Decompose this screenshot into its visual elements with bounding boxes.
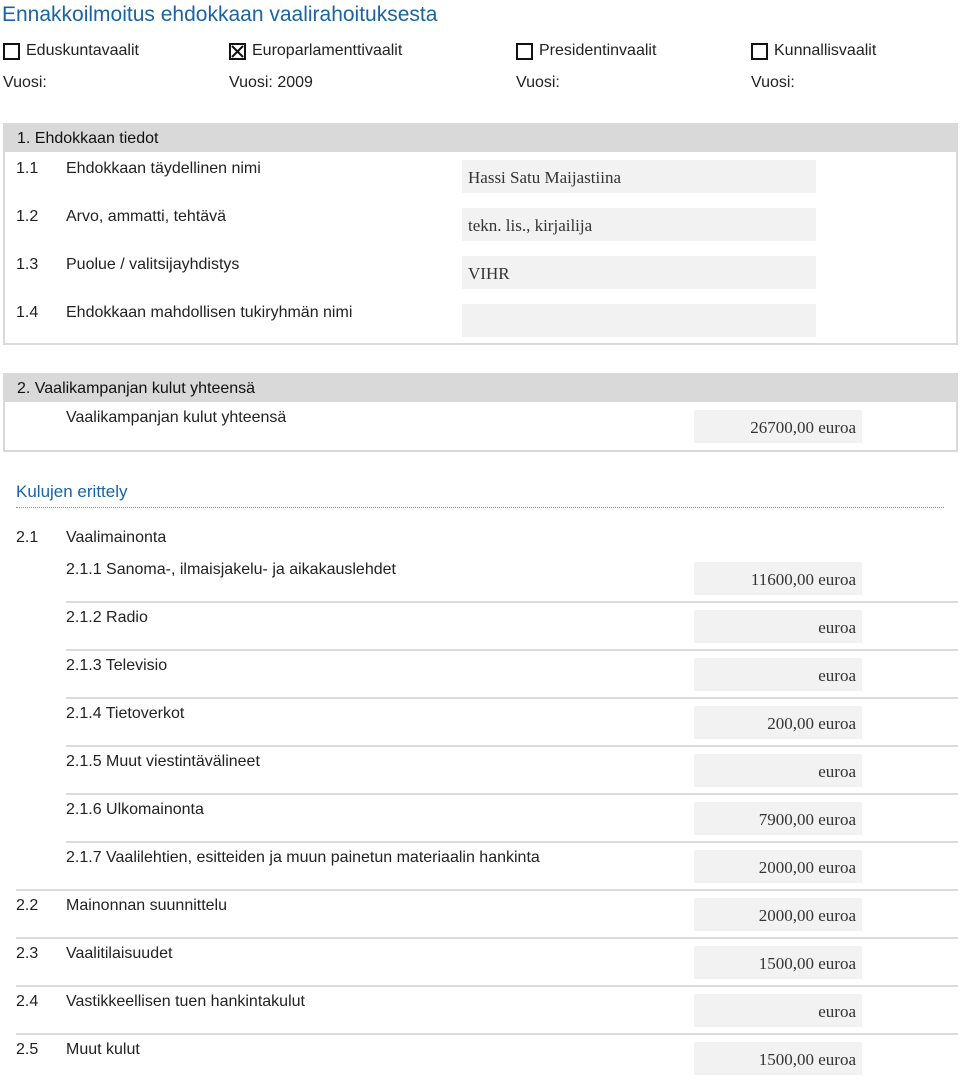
cost-printed-material-field[interactable]: 2000,00 euroa xyxy=(694,850,862,883)
row-divider xyxy=(66,697,958,699)
row-number: 2.2 xyxy=(16,897,39,914)
row-divider xyxy=(66,601,958,603)
field-label: Vaalikampanjan kulut yhteensä xyxy=(66,409,287,426)
checkbox-empty-icon xyxy=(751,43,768,60)
field-label: 2.1.4 Tietoverkot xyxy=(66,705,185,722)
cost-other-media-field[interactable]: euroa xyxy=(694,754,862,787)
field-label: 2.1.1 Sanoma-, ilmaisjakelu- ja aikakauslehdet xyxy=(66,561,396,578)
checkbox-presidentinvaalit[interactable] xyxy=(516,42,656,60)
section-heading: 2. Vaalikampanjan kulut yhteensä xyxy=(17,380,256,397)
section-header xyxy=(5,125,956,152)
page-title: Ennakkoilmoitus ehdokkaan vaalirahoituksesta xyxy=(2,3,438,26)
checkbox-empty-icon xyxy=(516,43,533,60)
field-label: 2.1.5 Muut viestintävälineet xyxy=(66,753,260,770)
row-divider xyxy=(16,937,958,939)
dotted-divider xyxy=(16,507,944,508)
field-label: 2.1.3 Televisio xyxy=(66,657,168,674)
year-kunnallisvaalit: Vuosi: xyxy=(751,74,795,91)
row-number: 2.5 xyxy=(16,1041,39,1058)
row-divider xyxy=(66,841,958,843)
cost-support-acquisition-field[interactable]: euroa xyxy=(694,994,862,1027)
year-presidentinvaalit: Vuosi: xyxy=(516,74,560,91)
field-label: Vastikkeellisen tuen hankintakulut xyxy=(66,993,305,1010)
section-heading: 1. Ehdokkaan tiedot xyxy=(17,130,159,147)
year-eduskuntavaalit: Vuosi: xyxy=(3,74,47,91)
checkbox-europarlamenttivaalit[interactable] xyxy=(229,42,402,60)
checkbox-checked-icon xyxy=(229,43,246,60)
row-divider xyxy=(16,1033,958,1035)
candidate-name-field[interactable]: Hassi Satu Maijastiina xyxy=(462,160,816,193)
field-label: Muut kulut xyxy=(66,1041,140,1058)
checkbox-label: Kunnallisvaalit xyxy=(774,42,877,59)
cost-outdoor-field[interactable]: 7900,00 euroa xyxy=(694,802,862,835)
party-field[interactable]: VIHR xyxy=(462,256,816,289)
row-number: 1.1 xyxy=(16,160,39,177)
row-number: 2.3 xyxy=(16,945,39,962)
row-divider xyxy=(66,793,958,795)
field-label: Ehdokkaan täydellinen nimi xyxy=(66,160,261,177)
row-number: 2.4 xyxy=(16,993,39,1010)
row-divider xyxy=(66,745,958,747)
checkbox-eduskuntavaalit[interactable] xyxy=(3,42,139,60)
row-divider xyxy=(66,649,958,651)
row-number: 2.1 xyxy=(16,529,39,546)
row-divider xyxy=(16,889,958,891)
cost-other-field[interactable]: 1500,00 euroa xyxy=(694,1042,862,1075)
row-divider xyxy=(16,985,958,987)
cost-television-field[interactable]: euroa xyxy=(694,658,862,691)
checkbox-kunnallisvaalit[interactable] xyxy=(751,42,876,60)
cost-ad-design-field[interactable]: 2000,00 euroa xyxy=(694,898,862,931)
cost-events-field[interactable]: 1500,00 euroa xyxy=(694,946,862,979)
total-costs-field[interactable]: 26700,00 euroa xyxy=(694,410,862,443)
year-europarlamenttivaalit: Vuosi: 2009 xyxy=(229,74,313,91)
checkbox-label: Presidentinvaalit xyxy=(539,42,657,59)
field-label: 2.1.6 Ulkomainonta xyxy=(66,801,204,818)
breakdown-heading: Kulujen erittely xyxy=(16,482,128,501)
row-number: 1.3 xyxy=(16,256,39,273)
cost-newspapers-field[interactable]: 11600,00 euroa xyxy=(694,562,862,595)
row-number: 1.4 xyxy=(16,304,39,321)
row-number: 1.2 xyxy=(16,208,39,225)
field-label: Puolue / valitsijayhdistys xyxy=(66,256,240,273)
cost-internet-field[interactable]: 200,00 euroa xyxy=(694,706,862,739)
field-label: Mainonnan suunnittelu xyxy=(66,897,228,914)
field-label: Vaalimainonta xyxy=(66,529,167,546)
checkbox-label: Eduskuntavaalit xyxy=(26,42,139,59)
occupation-field[interactable]: tekn. lis., kirjailija xyxy=(462,208,816,241)
field-label: 2.1.7 Vaalilehtien, esitteiden ja muun painetun materiaalin hankinta xyxy=(66,849,540,866)
section-header xyxy=(5,375,956,402)
cost-radio-field[interactable]: euroa xyxy=(694,610,862,643)
checkbox-label: Europarlamenttivaalit xyxy=(252,42,403,59)
field-label: Vaalitilaisuudet xyxy=(66,945,173,962)
field-label: Ehdokkaan mahdollisen tukiryhmän nimi xyxy=(66,304,353,321)
support-group-field[interactable] xyxy=(462,304,816,337)
checkbox-empty-icon xyxy=(3,43,20,60)
field-label: Arvo, ammatti, tehtävä xyxy=(66,208,227,225)
field-label: 2.1.2 Radio xyxy=(66,609,148,626)
